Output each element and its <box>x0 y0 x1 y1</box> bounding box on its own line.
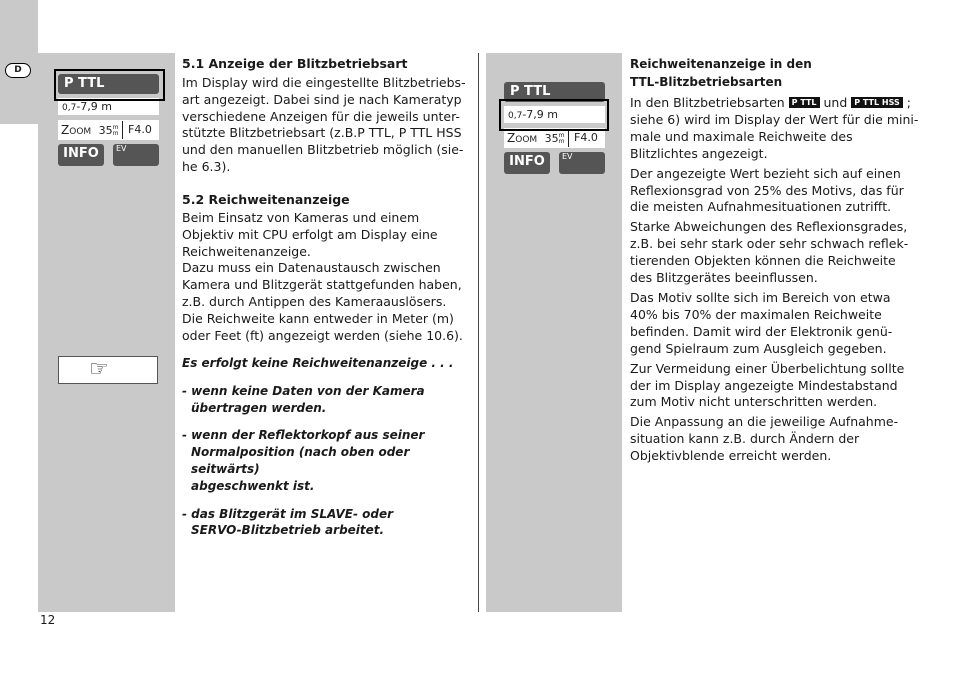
right-p1-und: und <box>823 95 848 110</box>
left-aperture: F4.0 <box>128 123 152 136</box>
section-5-2-line-6: Die Reichweite kann entweder in Meter (m) <box>182 310 454 326</box>
language-tab <box>0 0 38 124</box>
right-p3-line-1: z.B. bei sehr stark oder sehr schwach reflek- <box>630 236 909 252</box>
left-range-min: 0,7 <box>62 103 77 113</box>
right-p1-intro: In den Blitzbetriebsarten <box>630 95 785 110</box>
right-zoom-unit-top: m <box>558 132 565 139</box>
section-5-1-line-5: he 6.3). <box>182 158 231 174</box>
right-p2-line-1: Reflexionsgrad von 25% des Motivs, das für <box>630 182 904 198</box>
left-zoom-line <box>58 120 159 140</box>
right-p6-line-1: situation kann z.B. durch Ändern der <box>630 431 860 447</box>
note-intro: Es erfolgt keine Reichweitenanzeige . . . <box>182 356 454 370</box>
right-info-button: INFO <box>504 152 550 174</box>
p-ttl-hss-tag: P TTL HSS <box>851 97 903 108</box>
note-item-0-line-0: - wenn keine Daten von der Kamera <box>182 383 425 398</box>
p-ttl-tag: P TTL <box>789 97 820 108</box>
note-item-1-line-2: abgeschwenkt ist. <box>191 478 315 493</box>
note-item-1-line-1: Normalposition (nach oben oder seitwärts) <box>191 445 410 476</box>
left-zoom-divider <box>122 121 123 139</box>
right-p3-line-0: Starke Abweichungen des Reflexionsgrades, <box>630 219 908 235</box>
right-p3-line-2: tierenden Objekten können die Reichweite <box>630 253 896 269</box>
section-5-2 <box>182 191 472 344</box>
left-zoom-unit-top: m <box>112 124 119 131</box>
right-range-min: 0,7 <box>508 111 523 121</box>
page-number: 12 <box>40 613 56 627</box>
right-p1-first-line <box>630 95 920 112</box>
section-5-1-line-1: art angezeigt. Dabei sind je nach Kameratyp <box>182 91 462 107</box>
section-5-2-line-0: Beim Einsatz von Kameras und einem <box>182 210 420 225</box>
section-5-1 <box>182 55 472 176</box>
section-5-2-line-4: Kamera und Blitzgerät stattgefunden haben, <box>182 277 462 293</box>
left-range-max: -7,9 m <box>76 100 113 113</box>
right-zoom-z: Z <box>507 131 516 145</box>
right-mode-label: P TTL <box>510 84 551 99</box>
right-p2-line-2: die meisten Aufnahmesituationen zutrifft. <box>630 199 892 215</box>
right-p5-line-1: der im Display angezeigte Mindestabstand <box>630 377 898 393</box>
language-badge: D <box>5 63 31 78</box>
right-p4-line-0: Das Motiv sollte sich im Bereich von etwa <box>630 289 891 305</box>
right-p4-line-2: befinden. Damit wird der Elektronik genü- <box>630 323 893 339</box>
left-zoom-value: 35 <box>98 124 113 137</box>
right-p1-semicolon: ; <box>906 95 911 110</box>
right-zoom-rest: OOM <box>515 135 538 145</box>
right-zoom-line <box>504 128 605 148</box>
note-item-2-line-0: - das Blitzgerät im SLAVE- oder <box>182 506 394 521</box>
right-zoom-value: 35 <box>544 132 559 145</box>
section-5-2-heading: 5.2 Reichweitenanzeige <box>182 192 350 207</box>
note-item-2-line-1: SERVO-Blitzbetrieb arbeitet. <box>191 523 385 538</box>
right-zoom-divider <box>568 129 569 147</box>
right-p5-line-2: zum Motiv nicht unterschritten werden. <box>630 394 878 410</box>
left-zoom-rest: OOM <box>69 127 92 137</box>
right-p4-line-1: 40% bis 70% der maximalen Reichweite <box>630 306 882 322</box>
section-5-1-heading: 5.1 Anzeige der Blitzbetriebsart <box>182 56 408 71</box>
right-zoom-unit-bottom: m <box>558 138 565 145</box>
right-aperture: F4.0 <box>574 131 598 144</box>
right-p6-line-0: Die Anpassung an die jeweilige Aufnahme- <box>630 414 899 430</box>
note-item-1-line-0: - wenn der Reflektorkopf aus seiner <box>182 428 425 443</box>
section-5-2-line-3: Dazu muss ein Datenaustausch zwischen <box>182 260 441 276</box>
left-mode-highlight-frame <box>54 69 165 101</box>
left-info-button: INFO <box>58 144 104 166</box>
right-p1-line-0: siehe 6) wird im Display der Wert für die mini- <box>630 111 919 127</box>
pointing-hand-icon: ☞ <box>89 357 109 382</box>
left-ev-button: EV <box>113 144 159 166</box>
right-p5-line-0: Zur Vermeidung einer Überbelichtung sollte <box>630 360 905 376</box>
right-ev-button: EV <box>559 152 605 174</box>
section-5-1-line-2: verschiedene Anzeigen für die jeweils unter- <box>182 108 460 124</box>
right-p6-line-2: Objektivblende erreicht werden. <box>630 448 832 464</box>
section-5-2-line-2: Reichweitenanzeige. <box>182 243 311 259</box>
right-heading-line-1: Reichweitenanzeige in den <box>630 57 812 71</box>
right-p1-line-1: male und maximale Reichweite des <box>630 128 853 144</box>
section-5-2-line-7: oder Feet (ft) angezeigt werden (siehe 10.6). <box>182 327 463 343</box>
note-hand-box <box>58 356 158 384</box>
note-item-0-line-1: übertragen werden. <box>191 400 327 415</box>
section-5-1-line-3: stützte Blitzbetriebsart (z.B.P TTL, P TTL HSS <box>182 125 462 141</box>
left-zoom-z: Z <box>61 123 70 137</box>
right-p2-line-0: Der angezeigte Wert bezieht sich auf einen <box>630 165 901 181</box>
section-5-2-line-1: Objektiv mit CPU erfolgt am Display eine <box>182 226 438 242</box>
right-range-max: -7,9 m <box>522 108 559 121</box>
column-divider <box>478 53 479 612</box>
right-p4-line-3: gend Spielraum zum Ausgleich gegeben. <box>630 340 887 356</box>
section-5-1-line-0: Im Display wird die eingestellte Blitzbetriebs- <box>182 75 466 90</box>
right-range-highlight-frame <box>499 99 609 131</box>
left-zoom-unit-bottom: m <box>112 130 119 137</box>
right-text-column <box>630 55 920 465</box>
left-mode-label: P TTL <box>64 76 105 91</box>
right-heading-line-2: TTL-Blitzbetriebsarten <box>630 75 783 89</box>
right-p3-line-3: des Blitzgerätes beeinflussen. <box>630 270 818 286</box>
section-5-1-line-4: und den manuellen Blitzbetrieb möglich (sie- <box>182 142 464 158</box>
note-block <box>182 355 472 539</box>
section-5-2-line-5: z.B. durch Antippen des Kameraauslösers. <box>182 293 447 309</box>
right-p1-line-2: Blitzlichtes angezeigt. <box>630 145 768 161</box>
